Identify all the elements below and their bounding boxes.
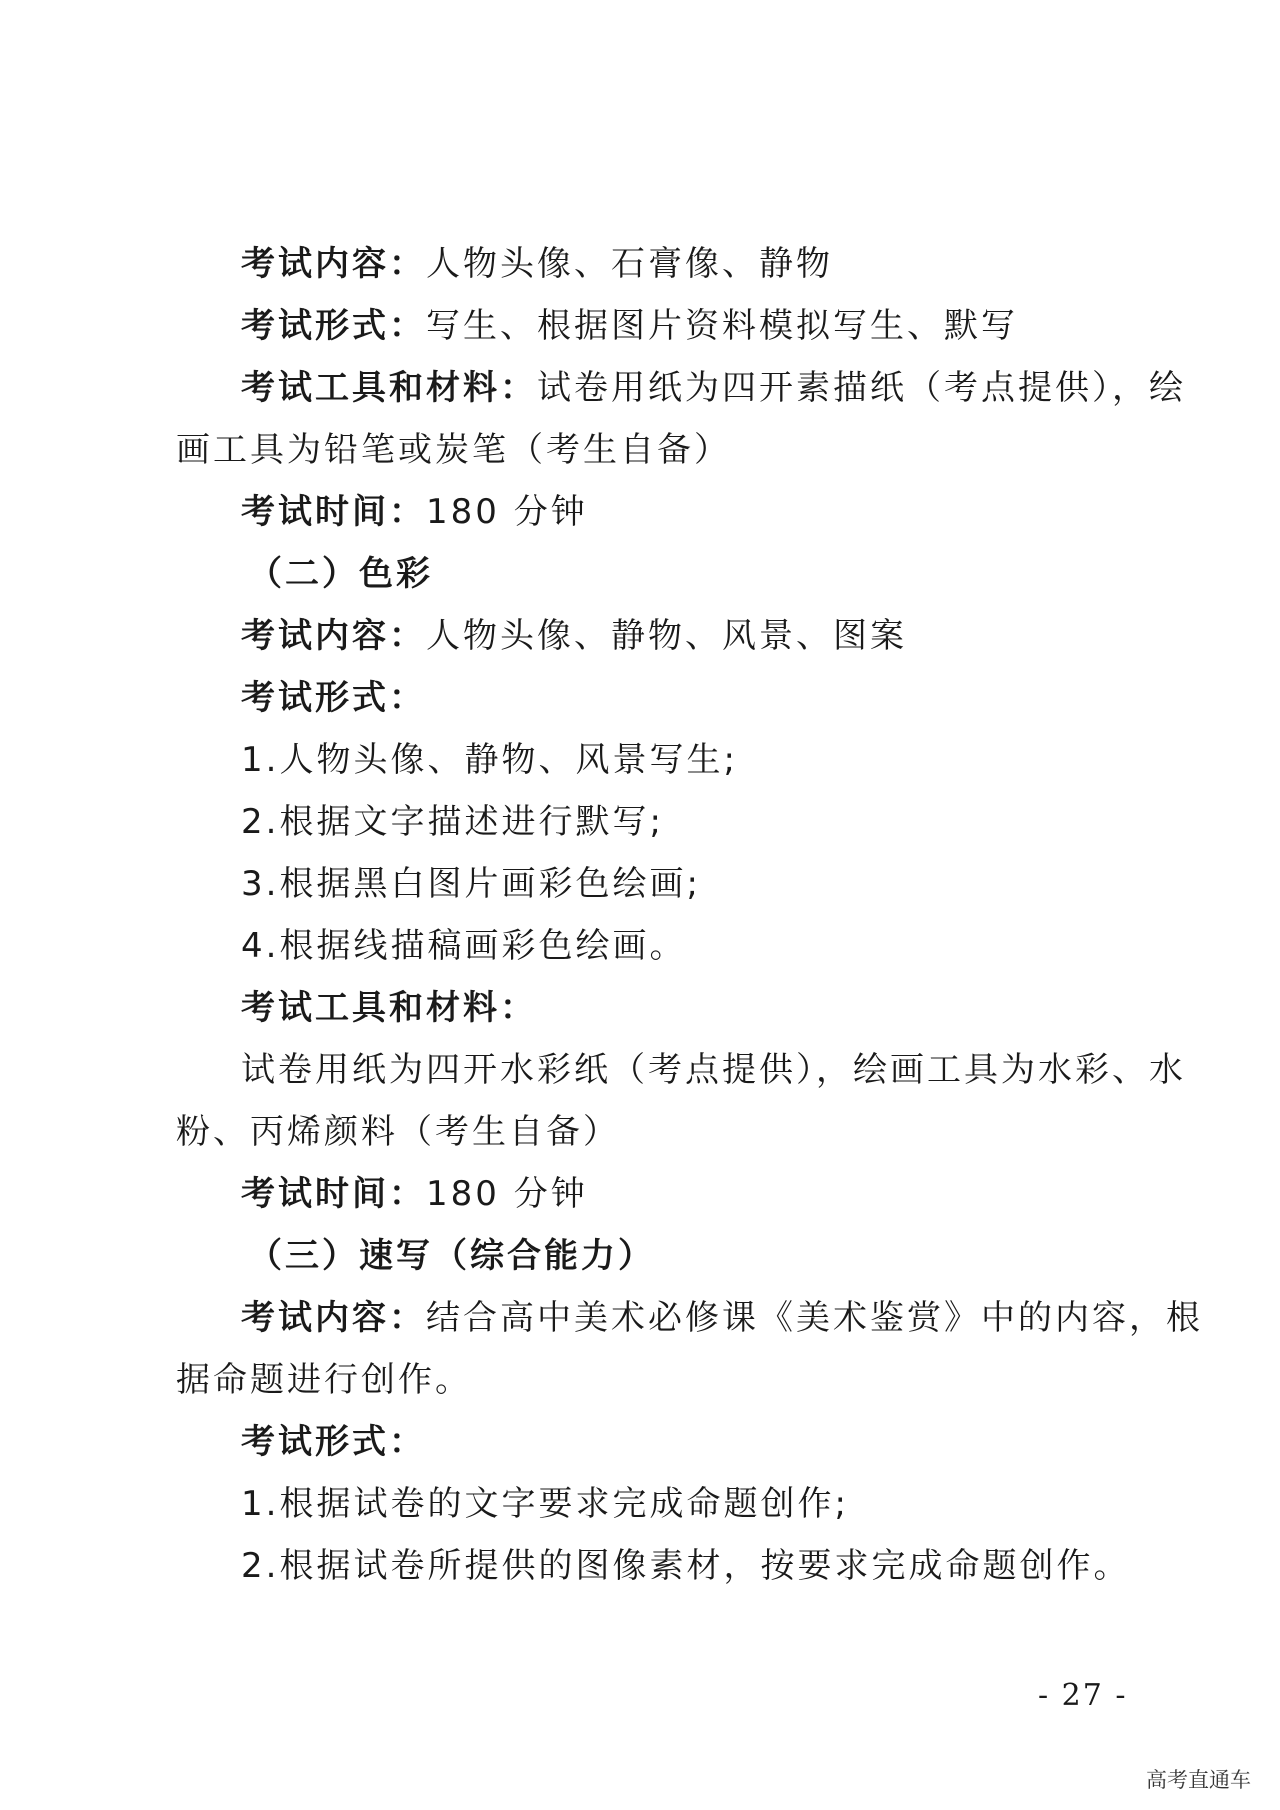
section-heading-quick-sketch bbox=[248, 1234, 655, 1278]
color-exam-format-label bbox=[241, 676, 426, 720]
sketch-exam-content-line bbox=[241, 242, 833, 286]
field-value: 人物头像、静物、风景、图案 bbox=[426, 616, 907, 656]
color-format-item-1 bbox=[241, 738, 738, 782]
field-value: 据命题进行创作。 bbox=[176, 1360, 472, 1400]
field-label: 考试形式： bbox=[241, 678, 426, 718]
sketch-exam-format-line bbox=[241, 304, 1018, 348]
color-exam-tools-continuation bbox=[176, 1110, 620, 1154]
sketch-exam-time-line bbox=[241, 490, 588, 534]
field-value: 试卷用纸为四开水彩纸（考点提供），绘画工具为水彩、水 bbox=[241, 1050, 1186, 1090]
quick-sketch-format-label bbox=[241, 1420, 426, 1464]
field-label: 考试内容： bbox=[241, 616, 426, 656]
quick-sketch-format-item-2 bbox=[241, 1544, 1130, 1588]
field-label: 考试时间： bbox=[241, 1174, 426, 1214]
field-label: 考试工具和材料： bbox=[241, 368, 537, 408]
field-value: 180 分钟 bbox=[426, 1174, 588, 1214]
sketch-exam-tools-continuation bbox=[176, 428, 731, 472]
section-heading-color bbox=[248, 552, 433, 596]
field-value: 试卷用纸为四开素描纸（考点提供），绘 bbox=[537, 368, 1186, 408]
color-exam-tools-text bbox=[241, 1048, 1186, 1092]
watermark: 高考直通车 bbox=[1146, 1768, 1251, 1792]
list-item-text: 2.根据文字描述进行默写; bbox=[241, 802, 664, 842]
list-item-text: 1.根据试卷的文字要求完成命题创作; bbox=[241, 1484, 849, 1524]
list-item-text: 2.根据试卷所提供的图像素材，按要求完成命题创作。 bbox=[241, 1546, 1131, 1586]
color-format-item-2 bbox=[241, 800, 664, 844]
field-value: 画工具为铅笔或炭笔（考生自备） bbox=[176, 430, 731, 470]
field-value: 粉、丙烯颜料（考生自备） bbox=[176, 1112, 620, 1152]
field-label: 考试内容： bbox=[241, 1298, 426, 1338]
quick-sketch-content-continuation bbox=[176, 1358, 472, 1402]
section-heading-text: （二）色彩 bbox=[248, 554, 433, 594]
list-item-text: 3.根据黑白图片画彩色绘画; bbox=[241, 864, 701, 904]
quick-sketch-content-line bbox=[241, 1296, 1203, 1340]
page-number: - 27 - bbox=[1038, 1678, 1128, 1713]
quick-sketch-format-item-1 bbox=[241, 1482, 849, 1526]
field-label: 考试时间： bbox=[241, 492, 426, 532]
color-exam-tools-label bbox=[241, 986, 537, 1030]
field-label: 考试形式： bbox=[241, 1422, 426, 1462]
list-item-text: 1.人物头像、静物、风景写生; bbox=[241, 740, 738, 780]
color-exam-time-line bbox=[241, 1172, 588, 1216]
color-format-item-4 bbox=[241, 924, 686, 968]
list-item-text: 4.根据线描稿画彩色绘画。 bbox=[241, 926, 687, 966]
color-exam-content-line bbox=[241, 614, 907, 658]
field-value: 180 分钟 bbox=[426, 492, 588, 532]
field-value: 人物头像、石膏像、静物 bbox=[426, 244, 833, 284]
field-value: 结合高中美术必修课《美术鉴赏》中的内容，根 bbox=[426, 1298, 1203, 1338]
field-label: 考试工具和材料： bbox=[241, 988, 537, 1028]
field-label: 考试形式： bbox=[241, 306, 426, 346]
sketch-exam-tools-line bbox=[241, 366, 1186, 410]
field-label: 考试内容： bbox=[241, 244, 426, 284]
section-heading-text: （三）速写（综合能力） bbox=[248, 1236, 655, 1276]
color-format-item-3 bbox=[241, 862, 701, 906]
field-value: 写生、根据图片资料模拟写生、默写 bbox=[426, 306, 1018, 346]
